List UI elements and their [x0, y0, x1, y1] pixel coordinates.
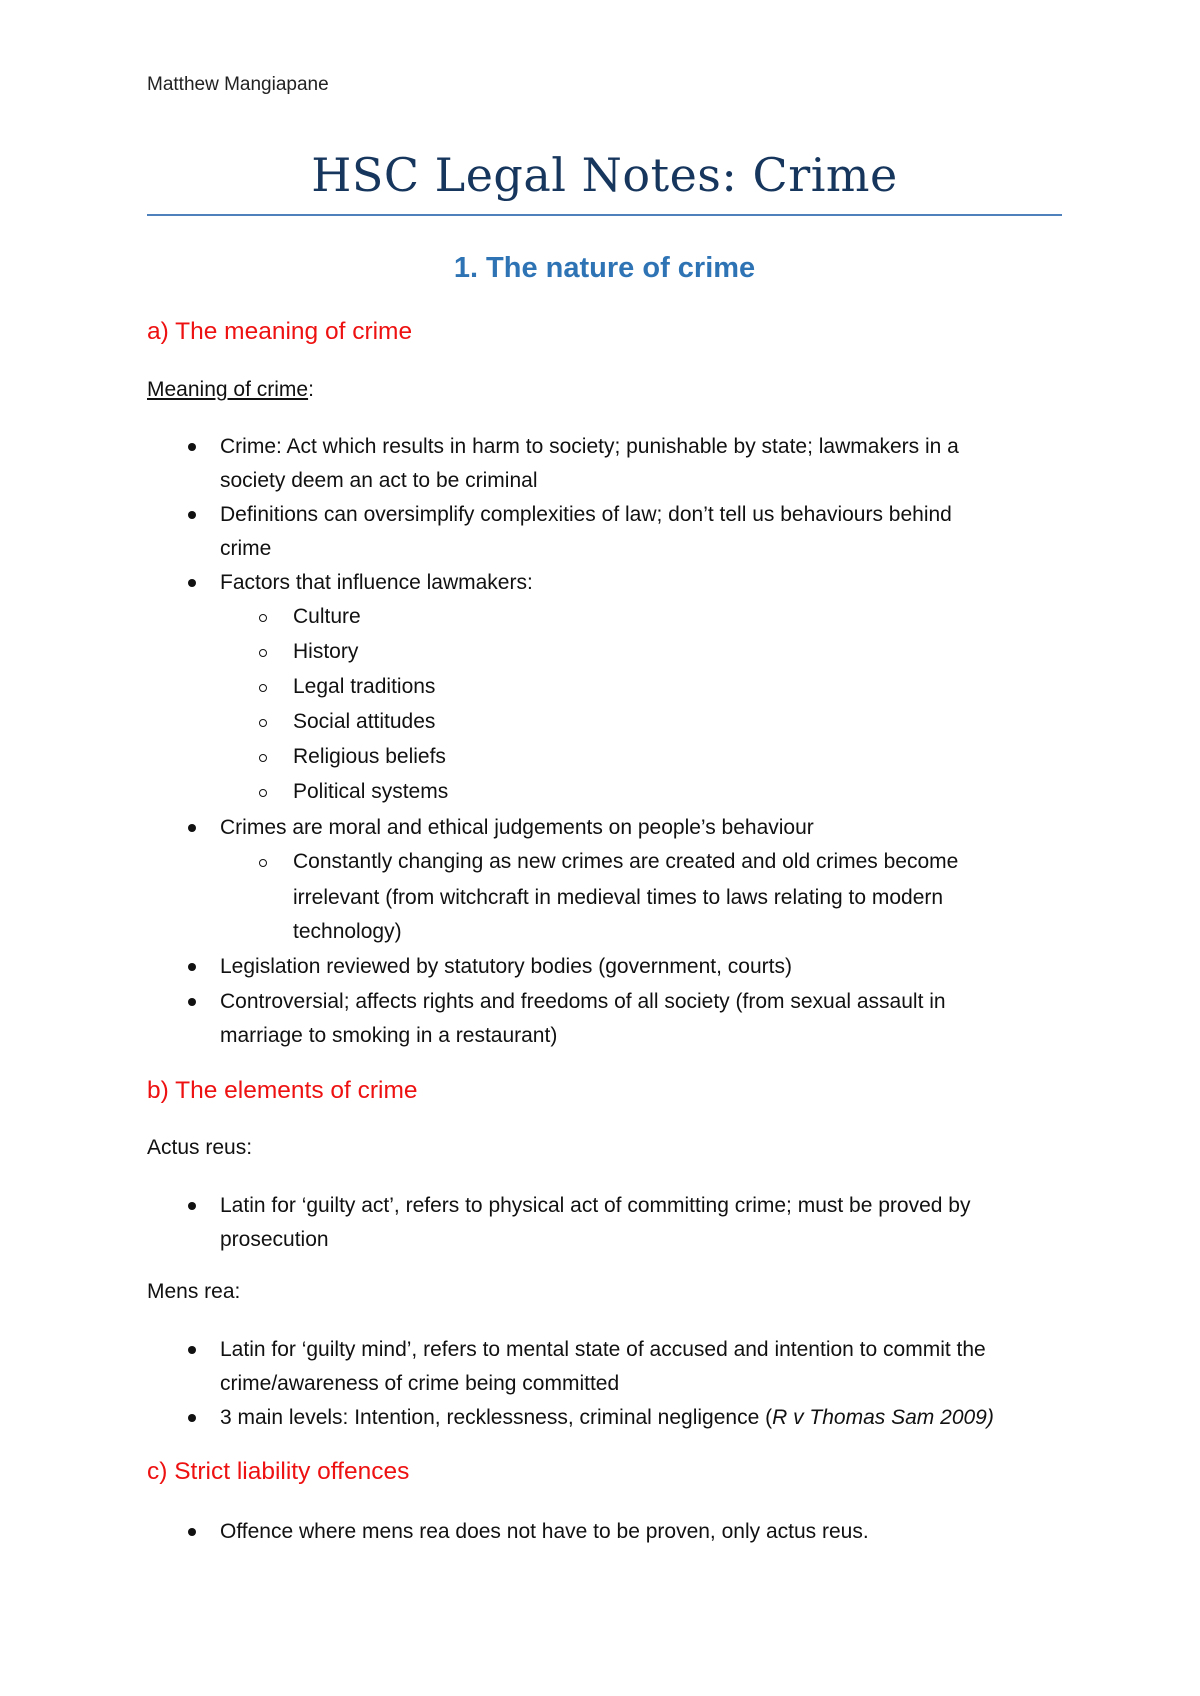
bullet-text: marriage to smoking in a restaurant) [220, 1024, 558, 1047]
bullet-text: Controversial; affects rights and freedoms of all society (from sexual assault in [220, 990, 946, 1013]
label-actus-reus: Actus reus: [147, 1136, 253, 1159]
sub-bullet-text: irrelevant (from witchcraft in medieval times to laws relating to modern [293, 886, 944, 909]
subheading-meaning-of-crime: a) The meaning of crime [147, 318, 413, 345]
label-meaning-of-crime-text: Meaning of crime [147, 378, 309, 401]
bullet-text: Legislation reviewed by statutory bodies (government, courts) [220, 955, 792, 978]
title-divider [147, 214, 1062, 216]
sub-bullet-dot [259, 684, 267, 692]
bullet-text: Crimes are moral and ethical judgements on people’s behaviour [220, 816, 814, 839]
bullet-text: Crime: Act which results in harm to society; punishable by state; lawmakers in a [220, 435, 959, 458]
bullet-text: Latin for ‘guilty act’, refers to physical act of committing crime; must be proved by [220, 1194, 971, 1217]
bullet-dot [188, 998, 196, 1006]
sub-bullet-dot [259, 859, 267, 867]
document-title: HSC Legal Notes: Crime [311, 148, 898, 202]
bullet-dot [188, 511, 196, 519]
bullet-text: prosecution [220, 1228, 329, 1251]
subheading-elements-of-crime: b) The elements of crime [147, 1077, 418, 1104]
bullet-dot [188, 1202, 196, 1210]
bullet-dot [188, 1414, 196, 1422]
bullet-text: crime/awareness of crime being committed [220, 1372, 620, 1395]
bullet-dot [188, 1528, 196, 1536]
label-mens-rea: Mens rea: [147, 1280, 241, 1303]
bullet-dot [188, 824, 196, 832]
author-name: Matthew Mangiapane [147, 74, 329, 95]
bullet-dot [188, 963, 196, 971]
subheading-strict-liability: c) Strict liability offences [147, 1458, 410, 1485]
label-colon: : [308, 378, 314, 401]
sub-bullet-text: Culture [293, 605, 361, 628]
sub-bullet-text: technology) [293, 920, 402, 943]
label-meaning-of-crime [147, 378, 314, 402]
bullet-text: Latin for ‘guilty mind’, refers to mental state of accused and intention to commit the [220, 1338, 986, 1361]
sub-bullet-text: Political systems [293, 780, 449, 803]
bullet-text: society deem an act to be criminal [220, 469, 538, 492]
bullet-dot [188, 443, 196, 451]
sub-bullet-dot [259, 719, 267, 727]
bullet-text-levels [220, 1401, 994, 1435]
sub-bullet-text: Constantly changing as new crimes are created and old crimes become [293, 850, 959, 873]
sub-bullet-text: History [293, 640, 359, 663]
sub-bullet-dot [259, 614, 267, 622]
sub-bullet-dot [259, 754, 267, 762]
sub-bullet-dot [259, 649, 267, 657]
case-citation: R v Thomas Sam 2009) [772, 1406, 994, 1429]
bullet-dot [188, 1346, 196, 1354]
sub-bullet-text: Social attitudes [293, 710, 436, 733]
section-heading-nature-of-crime: 1. The nature of crime [453, 252, 756, 284]
bullet-text: Factors that influence lawmakers: [220, 571, 533, 594]
bullet-text: Offence where mens rea does not have to be proven, only actus reus. [220, 1520, 869, 1543]
sub-bullet-text: Religious beliefs [293, 745, 446, 768]
bullet-text: Definitions can oversimplify complexities of law; don’t tell us behaviours behind [220, 503, 952, 526]
bullet-dot [188, 579, 196, 587]
bullet-text: crime [220, 537, 272, 560]
levels-text: 3 main levels: Intention, recklessness, criminal negligence ( [220, 1406, 773, 1429]
sub-bullet-dot [259, 789, 267, 797]
sub-bullet-text: Legal traditions [293, 675, 436, 698]
